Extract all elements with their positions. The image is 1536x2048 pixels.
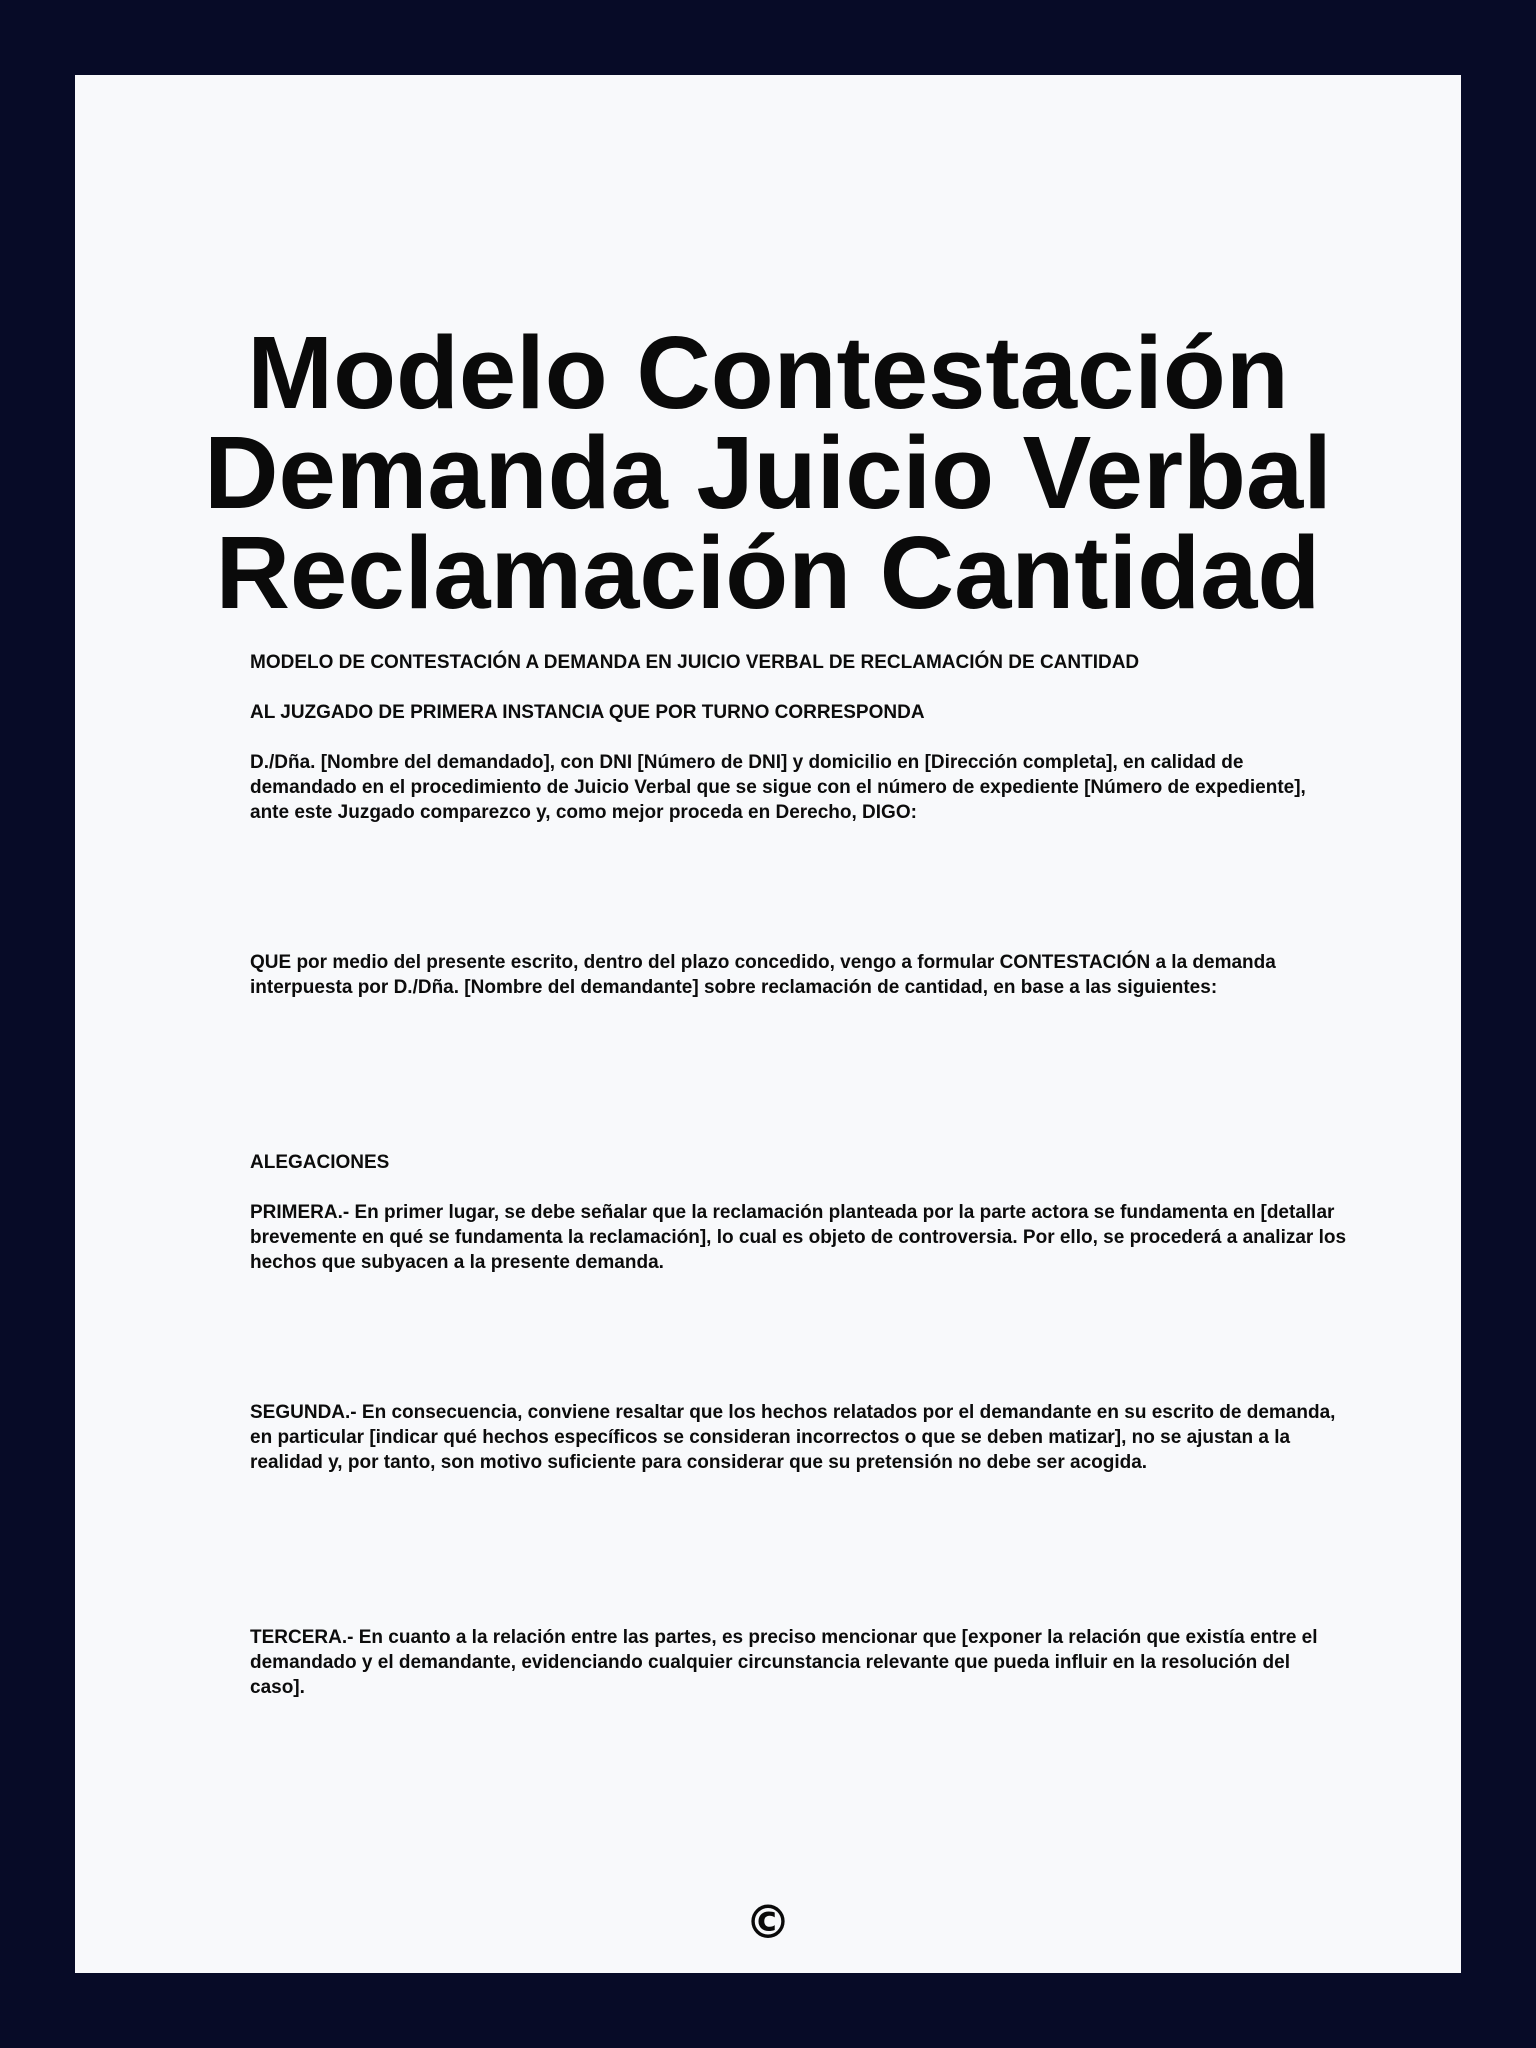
segunda-paragraph: SEGUNDA.- En consecuencia, conviene resaltar que los hechos relatados por el demandante en su escrito de demanda, en particular [indicar qué hechos específicos se consideran incorrectos o que se deben matizar], no se ajustan a la realidad y, por tanto, son motivo suficiente para considerar que su pretensión no debe ser acogida. [250, 1402, 1336, 1473]
que-paragraph: QUE por medio del presente escrito, dentro del plazo concedido, vengo a formular CONTESTACIÓN a la demanda interpuesta por D./Dña. [Nombre del demandante] sobre reclamación de cantidad, en base a las siguientes: [250, 952, 1276, 998]
copyright-icon: © [745, 1895, 791, 1949]
tercera-paragraph: TERCERA.- En cuanto a la relación entre las partes, es preciso mencionar que [exponer la relación que existía entre el demandado y el demandante, evidenciando cualquier circunstancia relevante que pueda influir en la resolución del caso]. [250, 1627, 1318, 1698]
document-body [250, 650, 1350, 1725]
document-title-line: Modelo Contestación [247, 315, 1289, 430]
document-title-line: Demanda Juicio Verbal [204, 415, 1332, 530]
court-addressee: AL JUZGADO DE PRIMERA INSTANCIA QUE POR TURNO CORRESPONDA [250, 702, 925, 723]
document-title-line: Reclamación Cantidad [215, 515, 1321, 630]
alegaciones-heading: ALEGACIONES [250, 1152, 390, 1173]
document-heading: MODELO DE CONTESTACIÓN A DEMANDA EN JUICIO VERBAL DE RECLAMACIÓN DE CANTIDAD [250, 652, 1140, 673]
document-title [75, 315, 1461, 630]
intro-paragraph: D./Dña. [Nombre del demandado], con DNI [Número de DNI] y domicilio en [Dirección completa], en calidad de demandado en el procedimiento de Juicio Verbal que se sigue con el número de expediente [Número de expediente], ante este Juzgado comparezco y, como mejor proceda en Derecho, DIGO: [250, 752, 1306, 823]
primera-paragraph: PRIMERA.- En primer lugar, se debe señalar que la reclamación planteada por la parte actora se fundamenta en [detallar brevemente en qué se fundamenta la reclamación], lo cual es objeto de controversia. Por ello, se procederá a analizar los hechos que subyacen a la presente demanda. [250, 1202, 1347, 1273]
document-page [75, 75, 1461, 1973]
